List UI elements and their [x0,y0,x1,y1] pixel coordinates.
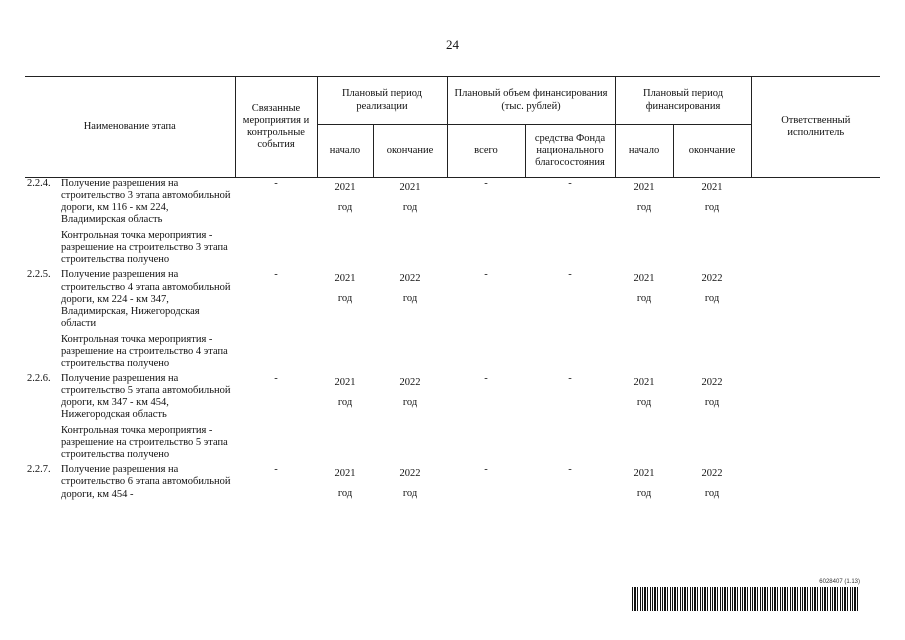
table-row [25,464,880,507]
fin-end-unit: год [704,202,720,213]
start-year: 2021 [334,182,356,193]
fin-end-cell [673,464,751,507]
related-cell: - [274,178,278,189]
stage-number: 2.2.4. [27,178,51,189]
barcode-icon [632,587,860,611]
end-cell [373,178,447,270]
end-year: 2022 [399,376,421,388]
fin-end-cell [673,373,751,464]
fund-cell: - [568,464,572,476]
start-cell [317,464,373,507]
header-fin-end: окончание [673,125,751,178]
fund-cell: - [568,269,572,281]
end-year: 2022 [399,273,421,285]
stage-cell [25,464,235,507]
end-year: 2021 [399,182,421,193]
fin-end-cell [673,178,751,270]
stages-table [25,76,880,508]
fin-start-year: 2021 [633,182,655,193]
start-year: 2021 [334,273,356,285]
header-responsible: Ответственный исполнитель [751,77,880,178]
header-end: окончание [373,125,447,178]
stage-number: 2.2.5. [27,269,51,281]
header-plan-fin-period: Плановый период финансирования [615,77,751,125]
total-cell: - [484,178,488,189]
start-year: 2021 [334,468,356,480]
stage-name: Получение разрешения на строительство 6 этапа автомобильной дороги, км 454 - [61,464,231,500]
responsible-cell [751,373,880,464]
header-plan-volume: Плановый объем финансирования (тыс. рублей) [447,77,615,125]
stage-number: 2.2.6. [27,372,51,384]
fin-end-unit: год [704,293,720,305]
end-unit: год [402,396,418,408]
start-cell [317,178,373,270]
fin-start-unit: год [636,396,652,408]
start-cell [317,269,373,373]
end-unit: год [402,488,418,500]
fin-start-year: 2021 [633,468,655,480]
control-point: Контрольная точка мероприятия - разрешение на строительство 5 этапа строительства получено [61,425,228,461]
control-point [61,501,233,508]
stage-number: 2.2.7. [27,464,51,476]
control-point: Контрольная точка мероприятия - разрешение на строительство 3 этапа строительства получено [61,230,228,266]
header-fin-start: начало [615,125,673,178]
fin-end-year: 2022 [701,468,723,480]
start-unit: год [337,488,353,500]
table-row [25,269,880,373]
responsible-cell [751,178,880,270]
related-cell: - [274,269,278,281]
total-cell: - [484,464,488,476]
stage-cell [25,269,235,373]
fin-end-unit: год [704,488,720,500]
stage-cell [25,178,235,270]
fin-start-unit: год [636,488,652,500]
end-unit: год [402,293,418,305]
fin-start-unit: год [636,293,652,305]
fin-end-year: 2021 [701,182,723,193]
fin-start-unit: год [636,202,652,213]
page-number: 24 [446,37,459,52]
start-year: 2021 [334,376,356,388]
fin-start-year: 2021 [633,376,655,388]
end-unit: год [402,202,418,213]
table-row [25,178,880,270]
header-start: начало [317,125,373,178]
total-cell: - [484,269,488,281]
header-plan-period: Плановый период реализации [317,77,447,125]
header-related: Связанные мероприятия и контрольные события [235,77,317,178]
stage-name: Получение разрешения на строительство 5 этапа автомобильной дороги, км 347 - км 454, Нижегородская область [61,372,231,421]
responsible-cell [751,464,880,507]
header-total: всего [447,125,525,178]
header-stage-name: Наименование этапа [25,77,235,178]
end-cell [373,269,447,373]
fin-start-year: 2021 [633,273,655,285]
stage-name: Получение разрешения на строительство 3 этапа автомобильной дороги, км 116 - км 224, Владимирская область [61,178,231,226]
control-point: Контрольная точка мероприятия - разрешение на строительство 4 этапа строительства получено [61,333,228,369]
total-cell: - [484,372,488,384]
barcode-text: 6028407 (1.13) [819,579,860,585]
start-unit: год [337,293,353,305]
responsible-cell [751,269,880,373]
fund-cell: - [568,178,572,189]
start-cell [317,373,373,464]
fin-end-year: 2022 [701,273,723,285]
related-cell: - [274,372,278,384]
fin-start-cell [615,269,673,373]
fin-end-unit: год [704,396,720,408]
stage-cell [25,373,235,464]
header-fund: средства Фонда национального благосостояния [525,125,615,178]
end-year: 2022 [399,468,421,480]
fin-end-year: 2022 [701,376,723,388]
stage-name: Получение разрешения на строительство 4 этапа автомобильной дороги, км 224 - км 347, Владимирская, Нижегородская области [61,269,231,329]
start-unit: год [337,396,353,408]
fin-start-cell [615,464,673,507]
start-unit: год [337,202,353,213]
fin-end-cell [673,269,751,373]
table-row [25,373,880,464]
related-cell: - [274,464,278,476]
end-cell [373,373,447,464]
fin-start-cell [615,373,673,464]
fin-start-cell [615,178,673,270]
barcode-block [632,579,860,613]
end-cell [373,464,447,507]
fund-cell: - [568,372,572,384]
